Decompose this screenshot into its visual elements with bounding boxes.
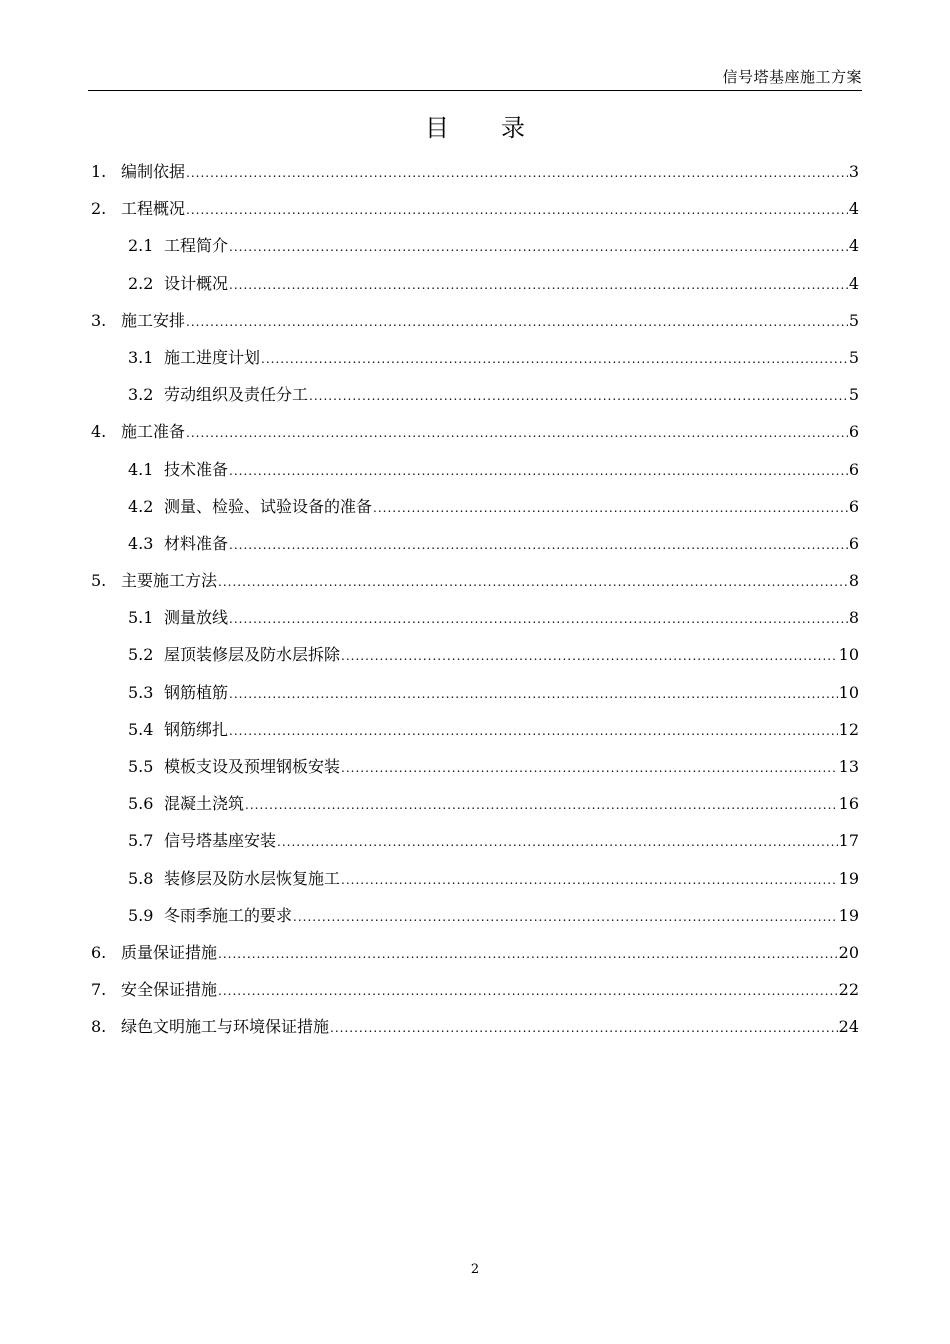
- toc-entry-label: 技术准备: [164, 459, 229, 479]
- toc-leader-dots: [245, 787, 838, 822]
- toc-entry-page: 3: [848, 162, 859, 181]
- toc-entry-number: 8.: [91, 1017, 107, 1037]
- toc-entry[interactable]: [91, 748, 859, 785]
- toc-entry[interactable]: [91, 971, 859, 1008]
- toc-entry[interactable]: [91, 227, 859, 264]
- toc-entry-number: 3.: [91, 310, 107, 330]
- toc-entry-page: 13: [838, 757, 859, 776]
- toc-entry-number: 3.1: [128, 347, 154, 367]
- toc-entry[interactable]: [91, 636, 859, 673]
- toc-entry-number: 5.3: [128, 682, 154, 702]
- toc-entry-page: 6: [848, 459, 859, 479]
- toc-entry-label: 钢筋植筋: [164, 682, 229, 702]
- toc-leader-dots: [293, 899, 838, 934]
- toc-entry[interactable]: [91, 376, 859, 413]
- toc-entry-number: 4.3: [128, 533, 154, 553]
- toc-entry-label: 编制依据: [121, 162, 186, 181]
- toc-entry-number: 7.: [91, 980, 107, 1000]
- toc-entry-page: 10: [838, 682, 859, 702]
- toc-title-right: 录: [501, 114, 525, 142]
- toc-entry-page: 4: [848, 236, 859, 256]
- toc-entry[interactable]: [91, 488, 859, 525]
- toc-entry-page: 19: [838, 905, 859, 925]
- toc-entry-label: 材料准备: [164, 533, 229, 553]
- toc-entry[interactable]: [91, 934, 859, 971]
- toc-entry-label: 主要施工方法: [121, 571, 218, 591]
- toc-leader-dots: [218, 564, 848, 599]
- toc-entry-label: 混凝土浇筑: [164, 794, 245, 814]
- toc-leader-dots: [229, 229, 848, 264]
- toc-entry[interactable]: [91, 153, 859, 190]
- toc-entry-page: 10: [838, 645, 859, 665]
- toc-entry[interactable]: [91, 451, 859, 488]
- toc-entry[interactable]: [91, 413, 859, 450]
- toc-leader-dots: [373, 490, 848, 525]
- toc-entry-page: 4: [848, 273, 859, 293]
- toc-leader-dots: [229, 601, 848, 636]
- toc-entry-number: 5.7: [128, 831, 154, 851]
- toc-entry[interactable]: [91, 339, 859, 376]
- toc-entry-label: 施工安排: [121, 310, 186, 330]
- toc-entry-page: 20: [838, 942, 859, 962]
- toc-entry-page: 5: [848, 347, 859, 367]
- toc-entry-number: 3.2: [128, 385, 154, 405]
- toc-entry-page: 6: [848, 533, 859, 553]
- toc-entry-number: 4.: [91, 422, 107, 442]
- toc-entry-number: 2.2: [128, 273, 154, 293]
- toc-entry-page: 5: [848, 310, 859, 330]
- toc-entry[interactable]: [91, 822, 859, 859]
- toc-entry-number: 5.4: [128, 719, 154, 739]
- toc-leader-dots: [229, 713, 838, 748]
- toc-entry-label: 设计概况: [164, 273, 229, 293]
- toc-entry-label: 测量、检验、试验设备的准备: [164, 496, 373, 516]
- toc-leader-dots: [341, 638, 838, 673]
- toc-entry-label: 施工进度计划: [164, 347, 261, 367]
- toc-entry-number: 4.2: [128, 496, 154, 516]
- toc-entry[interactable]: [91, 599, 859, 636]
- toc-entry-page: 6: [848, 422, 859, 442]
- toc-entry-number: 2.1: [128, 236, 154, 256]
- toc-entry-number: 5.5: [128, 757, 154, 776]
- toc-entry-number: 5.: [91, 571, 107, 591]
- toc-entry-number: 5.6: [128, 794, 154, 814]
- toc-entry-page: 8: [848, 608, 859, 628]
- toc-entry-page: 5: [848, 385, 859, 405]
- toc-entry-label: 模板支设及预埋钢板安装: [164, 757, 341, 776]
- toc-leader-dots: [218, 936, 838, 971]
- toc-entry[interactable]: [91, 265, 859, 302]
- toc-leader-dots: [229, 527, 848, 562]
- toc-entry[interactable]: [91, 302, 859, 339]
- toc-leader-dots: [218, 973, 838, 1008]
- toc-entry-label: 劳动组织及责任分工: [164, 385, 309, 405]
- toc-entry[interactable]: [91, 525, 859, 562]
- toc-leader-dots: [186, 304, 848, 339]
- toc-entry-label: 测量放线: [164, 608, 229, 628]
- toc-entry-label: 质量保证措施: [121, 942, 218, 962]
- toc-leader-dots: [186, 415, 848, 450]
- toc-entry-page: 17: [838, 831, 859, 851]
- toc-leader-dots: [229, 267, 848, 302]
- toc-entry-number: 4.1: [128, 459, 154, 479]
- toc-entry-label: 装修层及防水层恢复施工: [164, 868, 341, 888]
- toc-leader-dots: [341, 862, 838, 897]
- toc-title: [0, 108, 950, 143]
- toc-entry-page: 12: [838, 719, 859, 739]
- toc-entry-page: 22: [838, 980, 859, 1000]
- toc-entry-label: 信号塔基座安装: [164, 831, 277, 851]
- toc-entry[interactable]: [91, 562, 859, 599]
- toc-entry[interactable]: [91, 897, 859, 934]
- toc-entry-label: 施工准备: [121, 422, 186, 442]
- toc-leader-dots: [341, 750, 838, 785]
- toc-entry-page: 16: [838, 794, 859, 814]
- toc-entry-number: 1.: [91, 162, 107, 181]
- toc-entry-label: 工程简介: [164, 236, 229, 256]
- toc-leader-dots: [186, 192, 848, 227]
- toc-entry[interactable]: [91, 785, 859, 822]
- toc-entry[interactable]: [91, 674, 859, 711]
- toc-leader-dots: [229, 453, 848, 488]
- toc-entry-number: 5.2: [128, 645, 154, 665]
- toc-entry-label: 屋顶装修层及防水层拆除: [164, 645, 341, 665]
- toc-title-left: 目: [425, 114, 449, 142]
- toc-entry[interactable]: [91, 711, 859, 748]
- toc-leader-dots: [261, 341, 848, 376]
- table-of-contents: [91, 153, 859, 1046]
- toc-leader-dots: [229, 676, 838, 711]
- toc-entry-page: 24: [838, 1017, 859, 1037]
- toc-entry-page: 8: [848, 571, 859, 591]
- page-number: 2: [470, 1262, 480, 1277]
- toc-leader-dots: [277, 824, 838, 859]
- toc-entry-page: 4: [848, 199, 859, 219]
- toc-entry-page: 19: [838, 868, 859, 888]
- header-rule: [88, 90, 862, 91]
- toc-leader-dots: [186, 155, 848, 190]
- toc-entry-number: 5.8: [128, 868, 154, 888]
- toc-entry[interactable]: [91, 190, 859, 227]
- toc-entry-number: 5.1: [128, 608, 154, 628]
- toc-entry-label: 钢筋绑扎: [164, 719, 229, 739]
- toc-entry-label: 工程概况: [121, 199, 186, 219]
- document-header-title: 信号塔基座施工方案: [722, 68, 862, 86]
- toc-entry[interactable]: [91, 860, 859, 897]
- toc-leader-dots: [309, 378, 848, 413]
- toc-entry-label: 冬雨季施工的要求: [164, 905, 293, 925]
- toc-entry-number: 2.: [91, 199, 107, 219]
- toc-leader-dots: [330, 1010, 838, 1045]
- toc-entry-number: 6.: [91, 942, 107, 962]
- toc-entry[interactable]: [91, 1008, 859, 1045]
- toc-entry-number: 5.9: [128, 905, 154, 925]
- toc-entry-page: 6: [848, 496, 859, 516]
- toc-entry-label: 绿色文明施工与环境保证措施: [121, 1017, 330, 1037]
- toc-entry-label: 安全保证措施: [121, 980, 218, 1000]
